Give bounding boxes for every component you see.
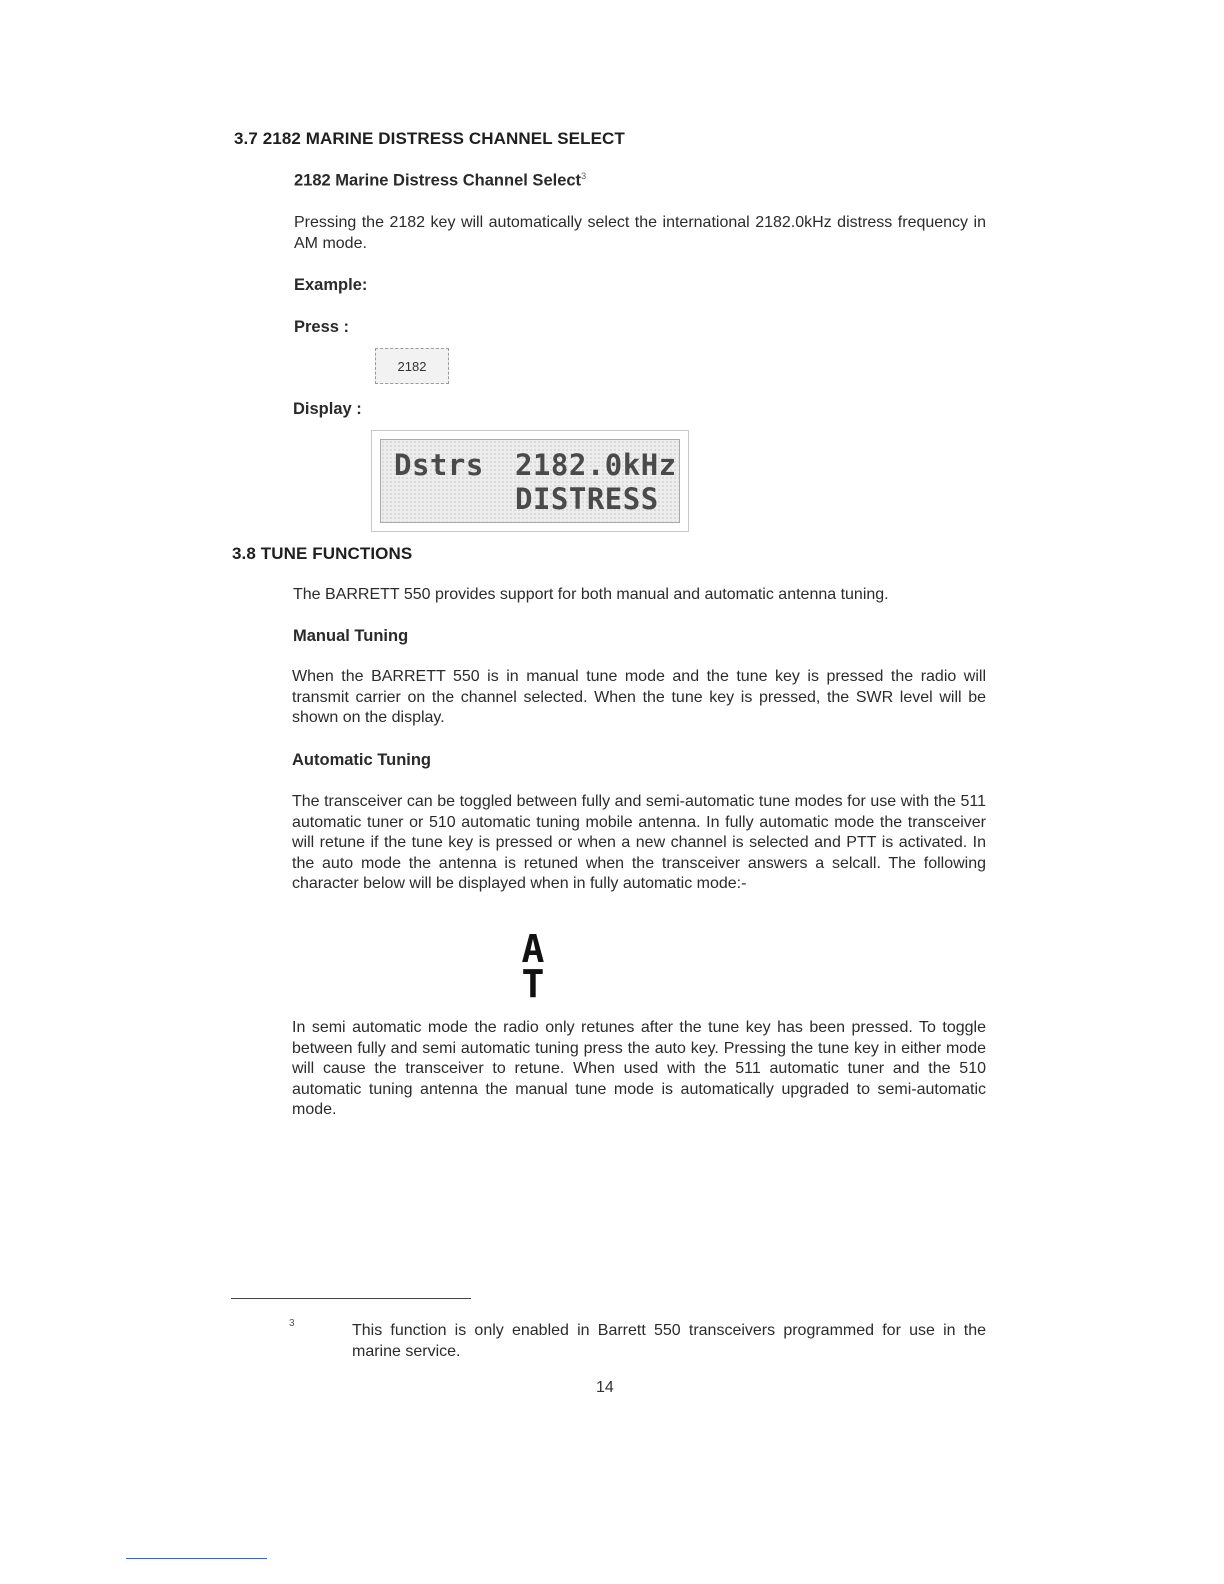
display-label: Display :: [293, 400, 362, 418]
section-heading-3-8: 3.8 TUNE FUNCTIONS: [232, 544, 413, 563]
automatic-tuning-heading: Automatic Tuning: [292, 751, 432, 769]
press-label: Press :: [294, 318, 350, 336]
subheading-distress-select: [294, 171, 586, 191]
lcd-display: [380, 439, 680, 523]
key-2182-label: 2182: [397, 358, 427, 374]
semi-automatic-paragraph: In semi automatic mode the radio only retunes after the tune key has been pressed. To toggle between fully and semi automatic tuning press the auto key. Pressing the tune key in either mode will cause the transceiver to retune. When used with the 511 automatic tuner and the 510 automatic tuning antenna the manual tune mode is automatically upgraded to semi-automatic mode.: [292, 1019, 986, 1119]
footnote-separator: [231, 1298, 471, 1299]
scan-edge-line: [126, 1558, 267, 1559]
automatic-tuning-paragraph: The transceiver can be toggled between fully and semi-automatic tune modes for use with the 511 automatic tuner or 510 automatic tuning mobile antenna. In fully automatic mode the transceiver will retune if the tune key is pressed or when a new channel is selected and PTT is activated. In the auto mode the antenna is retuned when the transceiver answers a selcall. The following character below will be displayed when in fully automatic mode:-: [292, 793, 986, 893]
footnote-text: This function is only enabled in Barrett 550 transceivers programmed for use in the marine service.: [352, 1322, 986, 1360]
lcd-line2-label: DISTRESS: [515, 482, 659, 516]
footnote-ref: 3: [581, 171, 587, 181]
auto-mode-t-icon: T: [521, 962, 545, 1006]
lcd-display-frame: [371, 430, 689, 532]
manual-tuning-heading: Manual Tuning: [293, 627, 409, 645]
example-label: Example:: [294, 276, 368, 294]
tune-intro-paragraph: The BARRETT 550 provides support for both manual and automatic antenna tuning.: [293, 586, 889, 603]
key-2182-icon: [375, 348, 449, 384]
lcd-line1-mode: Dstrs: [394, 448, 484, 482]
page-number: 14: [596, 1379, 614, 1396]
distress-body-paragraph: Pressing the 2182 key will automatically select the international 2182.0kHz distress frequency in AM mode.: [294, 214, 986, 252]
subheading-text: 2182 Marine Distress Channel Select: [294, 171, 582, 190]
auto-mode-a-icon: A: [521, 927, 545, 971]
section-heading-3-7: 3.7 2182 MARINE DISTRESS CHANNEL SELECT: [234, 129, 625, 148]
lcd-line1-frequency: 2182.0kHz: [515, 448, 677, 482]
manual-tuning-paragraph: When the BARRETT 550 is in manual tune mode and the tune key is pressed the radio will transmit carrier on the channel selected. When the tune key is pressed, the SWR level will be shown on the display.: [292, 668, 986, 727]
footnote-number: 3: [289, 1318, 295, 1329]
